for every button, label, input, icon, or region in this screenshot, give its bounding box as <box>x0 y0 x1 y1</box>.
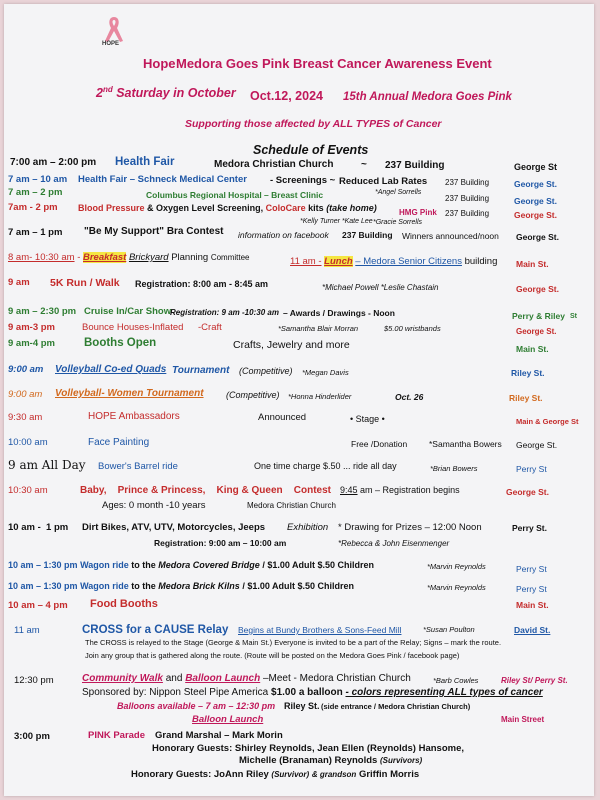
bp-line: Blood Pressure & Oxygen Level Screening, ColoCare kits (take home) <box>78 203 377 213</box>
cruise-street: Perry & Riley <box>512 311 565 321</box>
cross-line3: Join any group that is gathered along the route. (Route will be posted on the Medora Goes Pink / facebook page) <box>85 651 460 660</box>
booths-name: Booths Open <box>84 337 157 349</box>
vbw-date: Oct. 26 <box>395 392 424 402</box>
title-hope: Hope <box>143 56 176 71</box>
vb-time: 9:00 am <box>8 364 44 375</box>
bikes-name: Dirt Bikes, ATV, UTV, Motorcycles, Jeeps <box>82 522 266 533</box>
breakfast-label: Breakfast <box>83 252 127 263</box>
booths-street: Main St. <box>516 344 549 354</box>
walk-side: (side entrance / Medora Christian Church) <box>321 702 471 711</box>
barrel-street: Perry St <box>516 464 547 474</box>
bikes-note: *Rebecca & John Eisenmenger <box>338 539 450 548</box>
cruise-awards: – Awards / Drawings - Noon <box>283 308 395 318</box>
vbw-name: Volleyball- Women Tournament <box>55 388 204 399</box>
bra-note-kt: *Kelly Turner *Kate Lee <box>300 218 373 225</box>
vb-tourn: Tournament <box>172 365 230 376</box>
bf-street: Main St. <box>516 259 549 269</box>
hf2-screenings: - Screenings ~ <box>270 175 336 186</box>
food-time: 10 am – 4 pm <box>8 600 68 611</box>
bra-winners: Winners announced/noon <box>402 231 499 241</box>
parade-name: PINK Parade <box>88 730 146 741</box>
parade-hg1b: Michelle (Branaman) Reynolds (Survivors) <box>239 755 423 766</box>
date-line: 2nd Saturday in October <box>96 85 236 101</box>
bounce-wrist: $5.00 wristbands <box>384 324 441 333</box>
amb-stage: • Stage • <box>350 414 385 424</box>
vb-note: *Megan Davis <box>302 368 349 377</box>
cross-time: 11 am <box>14 625 40 636</box>
walk-line: Community Walk and Balloon Launch –Meet - Medora Christian Church <box>82 673 411 684</box>
face-time: 10:00 am <box>8 437 48 448</box>
bra-street: George St. <box>516 232 559 242</box>
vb-street: Riley St. <box>511 368 545 378</box>
cross-note: *Susan Poulton <box>423 625 475 634</box>
bounce-note: *Samantha Blair Morran <box>278 324 359 333</box>
walk-launch: Balloon Launch <box>192 714 264 725</box>
cruise-time: 9 am – 2:30 pm <box>8 306 77 317</box>
bp-note: *Gracie Sorrells <box>373 219 423 226</box>
amb-street: Main & George St <box>516 417 579 426</box>
bounce-name: Bounce Houses-Inflated <box>82 322 184 333</box>
crh-name: Columbus Regional Hospital – Breast Clinic <box>146 190 324 200</box>
cross-line2: The CROSS is relayed to the Stage (George & Main St.) Everyone is invited to be a part of the Relay; Signs – mark the route. <box>85 638 502 647</box>
bikes-reg: Registration: 9:00 am – 10:00 am <box>154 538 287 548</box>
vbw-street: Riley St. <box>509 393 543 403</box>
run-note: *Michael Powell *Leslie Chastain <box>322 283 439 292</box>
parade-hg2: Honorary Guests: JoAnn Riley (Survivor) & grandson Griffin Morris <box>131 769 420 780</box>
bounce-street: George St. <box>516 327 557 336</box>
cruise-reg: Registration: 9 am -10:30 am <box>170 308 279 317</box>
walk-avail: Balloons available – 7 am – 12:30 pm <box>117 701 276 711</box>
face-name: Face Painting <box>88 437 150 448</box>
wagon1-street: Perry St <box>516 564 547 574</box>
walk-note: *Barb Cowles <box>433 676 479 685</box>
lunch-label: Lunch <box>324 256 353 267</box>
schedule-heading: Schedule of Events <box>253 143 369 157</box>
parade-time: 3:00 pm <box>14 731 50 742</box>
bikes-prizes: * Drawing for Prizes – 12:00 Noon <box>338 522 482 533</box>
logo-text: HOPE <box>102 41 120 47</box>
title-main: Medora Goes Pink Breast Cancer Awareness Event <box>176 56 492 71</box>
date-annual: 15th Annual Medora Goes Pink <box>343 91 512 103</box>
hf2-lab: Reduced Lab Rates <box>339 176 428 187</box>
cruise-st: St <box>570 313 577 320</box>
crh-street: George St. <box>514 196 557 206</box>
baby-street: George St. <box>506 487 549 497</box>
bra-info: information on facebook <box>238 230 329 240</box>
hf2-street: George St. <box>514 179 557 189</box>
bounce-time: 9 am-3 pm <box>8 322 55 333</box>
cross-begins: Begins at Bundy Brothers & Sons-Feed Mill <box>238 625 402 635</box>
vbw-time: 9:00 am <box>8 389 43 400</box>
crh-time: 7 am – 2 pm <box>8 187 63 198</box>
ribbon-icon <box>99 14 129 44</box>
bf-time: 8 am- 10:30 am - Breakfast Brickyard Planning Committee <box>8 252 250 263</box>
bp-street: George St. <box>514 210 557 220</box>
face-note: *Samantha Bowers <box>429 439 502 449</box>
bp-hmg: HMG Pink <box>399 208 437 217</box>
hf-time: 7:00 am – 2:00 pm <box>10 157 97 168</box>
bra-name: "Be My Support" Bra Contest <box>84 226 224 237</box>
walk-street: Riley St/ Perry St. <box>501 676 568 685</box>
hf2-time: 7 am – 10 am <box>8 174 68 185</box>
hf2-building: 237 Building <box>445 178 490 187</box>
bp-building: 237 Building <box>445 209 490 218</box>
face-street: George St. <box>516 440 558 450</box>
wagon2-line: 10 am – 1:30 pm Wagon ride to the Medora Brick Kilns / $1.00 Adult $.50 Children <box>8 581 355 591</box>
baby-loc: Medora Christian Church <box>247 501 336 510</box>
bikes-street: Perry St. <box>512 523 547 533</box>
lunch-line: 11 am - Lunch – Medora Senior Citizens building <box>290 256 498 267</box>
hf-name: Health Fair <box>115 156 175 168</box>
wagon1-note: *Marvin Reynolds <box>427 562 486 571</box>
booths-desc: Crafts, Jewelry and more <box>233 339 350 351</box>
parade-gm: Grand Marshal – Mark Morin <box>155 730 283 741</box>
amb-time: 9:30 am <box>8 412 43 423</box>
barrel-charge: One time charge $.50 ... ride all day <box>254 461 397 471</box>
baby-time: 10:30 am <box>8 485 48 496</box>
wagon2-street: Perry St <box>516 584 547 594</box>
run-reg: Registration: 8:00 am - 8:45 am <box>135 279 269 289</box>
run-street: George St. <box>516 284 559 294</box>
cross-name: CROSS for a CAUSE Relay <box>82 624 229 636</box>
barrel-time: 9 am All Day <box>8 458 86 472</box>
walk-time: 12:30 pm <box>14 675 54 686</box>
face-free: Free /Donation <box>351 439 408 449</box>
cruise-name: Cruise In/Car Show <box>84 306 172 317</box>
wagon2-note: *Marvin Reynolds <box>427 583 486 592</box>
event-flyer <box>4 4 594 796</box>
amb-name: HOPE Ambassadors <box>88 411 180 422</box>
pink-ribbon-logo <box>99 14 129 50</box>
bp-time: 7am - 2 pm <box>8 202 58 213</box>
parade-hg1: Honorary Guests: Shirley Reynolds, Jean Ellen (Reynolds) Hansome, <box>152 743 465 754</box>
bikes-exh: Exhibition <box>287 522 329 533</box>
bounce-craft: -Craft <box>198 322 222 333</box>
crh-building: 237 Building <box>445 194 490 203</box>
baby-reg: 9:45 am – Registration begins <box>340 485 460 495</box>
date-oct: Oct.12, 2024 <box>250 89 323 103</box>
hf-street: George St <box>514 162 558 172</box>
booths-time: 9 am-4 pm <box>8 338 55 349</box>
amb-ann: Announced <box>258 412 307 423</box>
baby-name: Baby, Prince & Princess, King & Queen Contest <box>80 485 331 496</box>
vbw-comp: (Competitive) <box>226 390 280 400</box>
bra-time: 7 am – 1 pm <box>8 227 63 238</box>
walk-riley: Riley St. <box>284 701 320 711</box>
walk-main: Main Street <box>501 715 545 724</box>
food-name: Food Booths <box>90 598 158 610</box>
baby-ages: Ages: 0 month -10 years <box>102 500 206 511</box>
vb-name: Volleyball Co-ed Quads <box>55 364 167 375</box>
hf-loc: Medora Christian Church <box>214 159 334 170</box>
barrel-name: Bower's Barrel ride <box>98 461 178 472</box>
hf-building: 237 Building <box>385 160 445 171</box>
wagon1-line: 10 am – 1:30 pm Wagon ride to the Medora Covered Bridge / $1.00 Adult $.50 Children <box>8 560 375 570</box>
cross-street: David St. <box>514 625 551 635</box>
run-time: 9 am <box>8 277 30 288</box>
vb-comp: (Competitive) <box>239 366 293 376</box>
supporting-text: Supporting those affected by ALL TYPES of Cancer <box>185 118 442 130</box>
barrel-note: *Brian Bowers <box>430 464 478 473</box>
vbw-note: *Honna Hinderlider <box>288 392 352 401</box>
food-street: Main St. <box>516 600 549 610</box>
bikes-time: 10 am - 1 pm <box>8 522 69 533</box>
bra-building: 237 Building <box>342 230 393 240</box>
hf2-name: Health Fair – Schneck Medical Center <box>78 174 247 185</box>
hf2-note: *Angel Sorrells <box>375 189 422 196</box>
hf-tilde: ~ <box>361 159 367 170</box>
run-name: 5K Run / Walk <box>50 277 120 289</box>
walk-sponsor: Sponsored by: Nippon Steel Pipe America $1.00 a balloon - colors representing ALL types of cancer <box>82 687 543 698</box>
